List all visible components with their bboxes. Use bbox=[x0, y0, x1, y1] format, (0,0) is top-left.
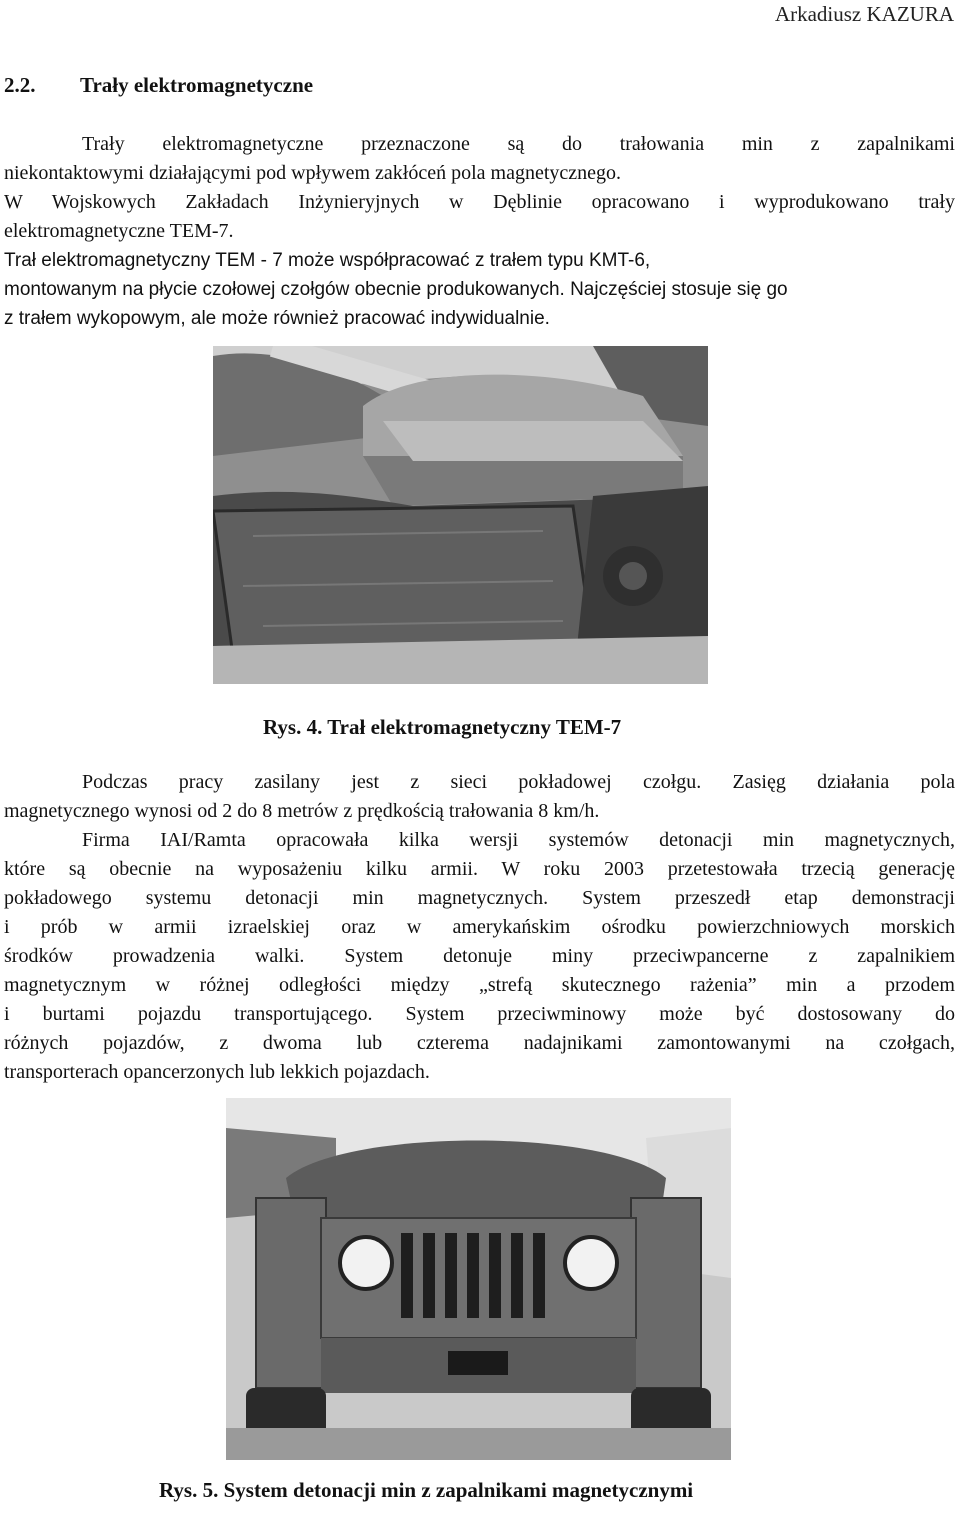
para1-line1: Trały elektromagnetyczne przeznaczone są do trałowania min z zapalnikami bbox=[82, 133, 955, 155]
para4-line7: i burtami pojazdu transportującego. System przeciwminowy może być dostosowany do bbox=[4, 1003, 955, 1025]
para4-line3: pokładowego systemu detonacji min magnetycznych. System przeszedł etap demonstracji bbox=[4, 887, 955, 909]
para2-line1: Trał elektromagnetyczny TEM - 7 może współpracować z trałem typu KMT-6, bbox=[4, 250, 651, 271]
para4-line9: transporterach opancerzonych lub lekkich pojazdach. bbox=[4, 1061, 430, 1083]
section-heading bbox=[4, 73, 313, 98]
para4-line2: które są obecnie na wyposażeniu kilku armii. W roku 2003 przetestowała trzecią generację bbox=[4, 858, 955, 880]
para4-line5: środków prowadzenia walki. System detonuje miny przeciwpancerne z zapalnikiem bbox=[4, 945, 955, 967]
para4-line1: Firma IAI/Ramta opracowała kilka wersji systemów detonacji min magnetycznych, bbox=[82, 829, 955, 851]
para1-line2: niekontaktowymi działającymi pod wpływem zakłóceń pola magnetycznego. bbox=[4, 162, 622, 184]
para1-line4: elektromagnetyczne TEM-7. bbox=[4, 220, 234, 242]
section-title: Trały elektromagnetyczne bbox=[80, 73, 314, 97]
section-number: 2.2. bbox=[4, 73, 36, 97]
para3-line2: magnetycznego wynosi od 2 do 8 metrów z prędkością trałowania 8 km/h. bbox=[4, 800, 600, 822]
header-author: Arkadiusz KAZURA bbox=[774, 2, 954, 26]
para4-line8: różnych pojazdów, z dwoma lub czterema nadajnikami zamontowanymi na czołgach, bbox=[4, 1032, 955, 1054]
vehicle-photo bbox=[226, 1098, 731, 1460]
figure2-caption: Rys. 5. System detonacji min z zapalnikami magnetycznymi bbox=[159, 1478, 694, 1502]
tank-photo bbox=[213, 346, 708, 684]
vehicle-illustration bbox=[226, 1098, 731, 1460]
tank-illustration bbox=[213, 346, 708, 684]
para3-line1: Podczas pracy zasilany jest z sieci pokładowej czołgu. Zasięg działania pola bbox=[82, 771, 955, 793]
para4-line6: magnetycznym w różnej odległości między „strefą skutecznego rażenia” min a przodem bbox=[4, 974, 955, 996]
para1-line3: W Wojskowych Zakładach Inżynieryjnych w Dęblinie opracowano i wyprodukowano trały bbox=[4, 191, 955, 213]
figure1-caption: Rys. 4. Trał elektromagnetyczny TEM-7 bbox=[263, 715, 622, 739]
para4-line4: i prób w armii izraelskiej oraz w amerykańskim ośrodku powierzchniowych morskich bbox=[4, 916, 955, 938]
para2-line3: z trałem wykopowym, ale może również pracować indywidualnie. bbox=[4, 308, 550, 329]
para2-line2: montowanym na płycie czołowej czołgów obecnie produkowanych. Najczęściej stosuje się go bbox=[4, 279, 788, 300]
